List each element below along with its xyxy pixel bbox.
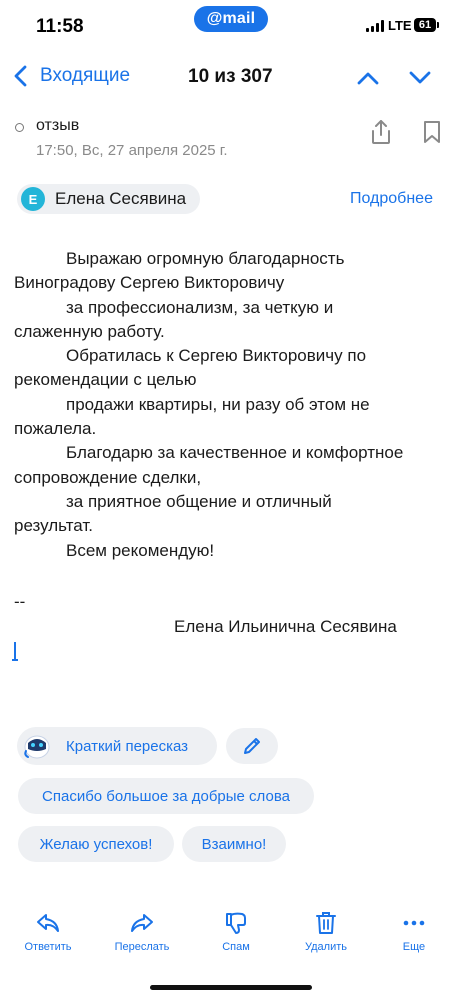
body-line: продажи квартиры, ни разу об этом не xyxy=(66,394,370,414)
body-line: пожалела. xyxy=(14,419,97,439)
summary-button[interactable] xyxy=(18,728,216,764)
body-line: за профессионализм, за четкую и xyxy=(66,297,334,317)
bookmark-icon[interactable] xyxy=(420,119,444,145)
battery-icon: 61 xyxy=(414,18,436,32)
summary-label: Краткий пересказ xyxy=(66,737,189,755)
reply-icon xyxy=(35,910,61,936)
signature-separator: -- xyxy=(14,592,26,611)
quick-reply-button[interactable]: Желаю успехов! xyxy=(18,826,174,862)
message-body xyxy=(14,247,454,563)
delete-label: Удалить xyxy=(305,941,347,953)
quick-reply-button[interactable]: Спасибо большое за добрые слова xyxy=(18,778,314,814)
back-button[interactable] xyxy=(10,64,130,88)
edit-button[interactable] xyxy=(226,728,278,764)
share-icon[interactable] xyxy=(368,118,394,146)
chevron-left-icon xyxy=(10,64,32,88)
robot-icon xyxy=(22,731,52,761)
status-time: 11:58 xyxy=(36,16,84,37)
body-line: за приятное общение и отличный xyxy=(66,491,332,511)
more-label: Еще xyxy=(402,941,426,953)
link-underline xyxy=(12,659,18,661)
avatar: Е xyxy=(21,187,45,211)
reply-label: Ответить xyxy=(24,941,72,953)
quick-reply-button[interactable]: Взаимно! xyxy=(182,826,286,862)
body-line: сопровождение сделки, xyxy=(14,467,202,487)
more-button[interactable] xyxy=(374,910,454,953)
more-icon xyxy=(401,910,427,936)
delete-button[interactable] xyxy=(286,910,366,953)
pencil-icon xyxy=(242,736,262,756)
back-label: Входящие xyxy=(40,65,131,86)
thumbs-down-icon xyxy=(223,910,249,936)
reply-button[interactable] xyxy=(8,910,88,953)
body-line: Всем рекомендую! xyxy=(66,540,215,560)
forward-icon xyxy=(129,910,155,936)
battery-tip xyxy=(437,22,439,28)
signal-icon xyxy=(366,20,384,32)
message-counter: 10 из 307 xyxy=(188,66,273,87)
body-line: результат. xyxy=(14,516,94,536)
body-line: Обратилась к Сергею Викторовичу по xyxy=(66,346,367,366)
body-line: рекомендации с целью xyxy=(14,370,197,390)
signature-name: Елена Ильинична Сесявина xyxy=(174,617,397,636)
body-line: Виноградову Сергею Викторовичу xyxy=(14,273,285,293)
spam-button[interactable] xyxy=(196,910,276,953)
forward-button[interactable] xyxy=(102,910,182,953)
app-pill[interactable]: @mail xyxy=(194,6,268,32)
bottom-toolbar xyxy=(0,910,462,960)
home-indicator[interactable] xyxy=(150,985,312,990)
link-marker[interactable] xyxy=(14,642,16,659)
spam-label: Спам xyxy=(222,941,250,953)
message-subject: отзыв xyxy=(36,117,80,134)
details-link[interactable]: Подробнее xyxy=(350,190,433,207)
sender-chip[interactable] xyxy=(17,184,200,214)
message-date: 17:50, Вс, 27 апреля 2025 г. xyxy=(36,142,228,159)
body-line: Выражаю огромную благодарность xyxy=(66,249,345,268)
body-line: слаженную работу. xyxy=(14,321,165,341)
trash-icon xyxy=(313,910,339,936)
chevron-down-icon[interactable] xyxy=(404,64,436,92)
chevron-up-icon[interactable] xyxy=(352,64,384,92)
body-line: Благодарю за качественное и комфортное xyxy=(66,443,404,463)
sender-name: Елена Сесявина xyxy=(55,189,187,208)
network-label: LTE xyxy=(388,18,412,33)
forward-label: Переслать xyxy=(114,941,170,953)
unread-dot-icon xyxy=(15,123,24,132)
